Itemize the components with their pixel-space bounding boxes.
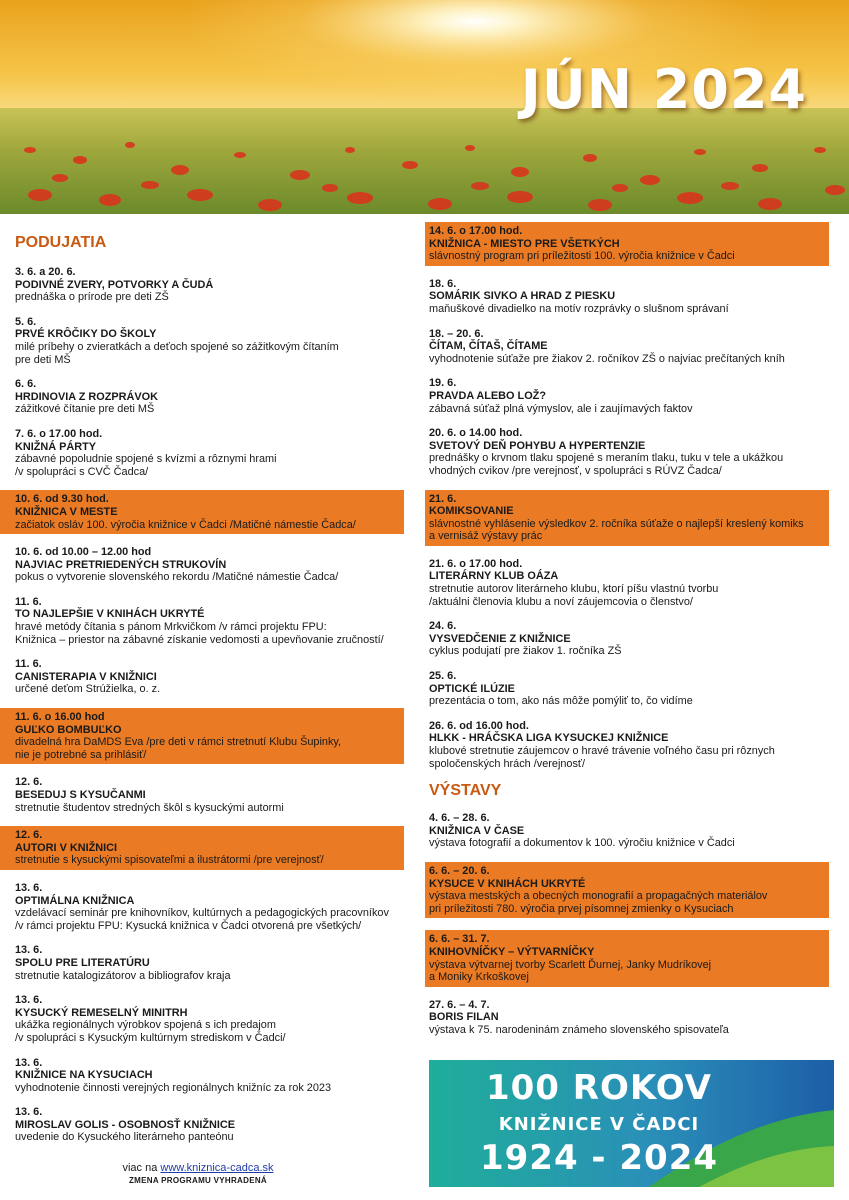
event-item [0, 708, 404, 764]
event-title: BORIS FILAN [429, 1011, 499, 1024]
event-date: 3. 6. a 20. 6. [15, 266, 76, 278]
event-date: 10. 6. od 10.00 – 12.00 hod [15, 546, 152, 559]
event-description: vzdelávací seminár pre knihovníkov, kultúrnych a pedagogických pracovníkov [15, 907, 389, 920]
event-title: SVETOVÝ DEŇ POHYBU A HYPERTENZIE [429, 439, 646, 452]
event-description: spoločenských hrách /verejnosť/ [429, 757, 586, 770]
event-item [429, 620, 833, 658]
event-title: ČÍTAM, ČÍTAŠ, ČÍTAME [429, 340, 548, 353]
event-title: HLKK - HRÁČSKA LIGA KYSUCKEJ KNIŽNICE [429, 732, 669, 745]
event-title: TO NAJLEPŠIE V KNIHÁCH UKRYTÉ [15, 608, 205, 621]
event-date: 13. 6. [15, 944, 43, 957]
section-title-exhibitions: VÝSTAVY [429, 782, 502, 800]
event-description: pre deti MŠ [15, 353, 71, 366]
event-description: ukážka regionálnych výrobkov spojená s ich predajom [15, 1019, 276, 1032]
event-item [429, 558, 833, 608]
event-item [15, 1106, 419, 1144]
event-description: hravé metódy čítania s pánom Mrkvičkom /v rámci projektu FPU: [15, 621, 327, 634]
header-banner [0, 0, 849, 214]
event-description: a vernisáž výstavy prác [429, 530, 543, 543]
event-list-left [15, 266, 419, 1144]
event-title: KOMIKSOVANIE [429, 505, 514, 518]
event-item [429, 999, 833, 1037]
event-description: prednášky o krvnom tlaku spojené s meraním tlaku, tuku v tele a ukážkou [429, 452, 784, 465]
section-title-events: PODUJATIA [15, 234, 107, 251]
event-description: pokus o vytvorenie slovenského rekordu /Matičné námestie Čadca/ [15, 571, 339, 584]
event-date: 11. 6. o 16.00 hod [15, 711, 105, 724]
event-item [425, 222, 829, 266]
event-date: 13. 6. [15, 1056, 43, 1069]
event-item [0, 490, 404, 534]
event-description: cyklus podujatí pre žiakov 1. ročníka ZŠ [429, 645, 622, 658]
event-title: GUĽKO BOMBUĽKO [15, 723, 122, 736]
event-item [0, 826, 404, 870]
event-description: stretnutie študentov stredných škôl s kysuckými autormi [15, 801, 284, 814]
program-change-note: ZMENA PROGRAMU VYHRADENÁ [128, 1176, 268, 1185]
footer [108, 1162, 288, 1185]
event-description: výstava k 75. narodeninám známeho slovenského spisovateľa [429, 1023, 729, 1036]
event-title: PRAVDA ALEBO LOŽ? [429, 389, 546, 402]
event-description: prezentácia o tom, ako nás môže pomýliť to, čo vidíme [429, 695, 693, 708]
event-date: 11. 6. [15, 595, 42, 608]
event-date: 25. 6. [429, 670, 457, 683]
website-link[interactable]: www.kniznica-cadca.sk [160, 1162, 274, 1174]
event-description: milé príbehy o zvieratkách a deťoch spojené so zážitkovým čítaním [15, 340, 339, 353]
event-description: maňuškové divadielko na motív rozprávky o slušnom správaní [429, 302, 729, 315]
events-column-right [429, 222, 833, 1049]
event-date: 20. 6. o 14.00 hod. [429, 427, 523, 440]
event-item [15, 378, 419, 416]
event-date: 27. 6. – 4. 7. [429, 998, 490, 1011]
event-description: výstava výtvarnej tvorby Scarlett Ďurnej, Janky Mudríkovej [429, 958, 712, 971]
event-description: slávnostné vyhlásenie výsledkov 2. ročníka súťaže o najlepší kreslený komiks [429, 517, 804, 530]
event-title: KYSUCKÝ REMESELNÝ MINITRH [15, 1006, 188, 1019]
event-description: klubové stretnutie záujemcov o hravé trávenie voľného času pri rôznych [429, 745, 775, 757]
event-date: 13. 6. [15, 1106, 43, 1119]
event-title: LITERÁRNY KLUB OÁZA [429, 570, 559, 583]
event-title: CANISTERAPIA V KNIŽNICI [15, 670, 157, 683]
event-title: KNIŽNÁ PÁRTY [15, 440, 97, 453]
event-description: nie je potrebné sa prihlásiť/ [15, 748, 147, 761]
event-item [429, 427, 833, 477]
event-item [425, 862, 829, 918]
event-item [429, 720, 833, 770]
event-description: vyhodnotenie činnosti verejných regionálnych knižníc za rok 2023 [15, 1081, 332, 1094]
event-date: 18. – 20. 6. [429, 327, 484, 340]
event-description: /aktuálni členovia klubu a noví záujemcovia o členstvo/ [429, 595, 693, 608]
event-description: vhodných cvikov /pre verejnosť, v spolupráci s RÚVZ Čadca/ [429, 464, 722, 477]
jubilee-banner [429, 1060, 834, 1187]
event-title: HRDINOVIA Z ROZPRÁVOK [15, 390, 158, 403]
event-description: /v rámci projektu FPU: Kysucká knižnica v Čadci otvorená pre všetkých/ [15, 919, 362, 932]
event-description: zábavná súťaž plná výmyslov, ale i zaujímavých faktov [429, 402, 693, 415]
event-date: 13. 6. [15, 994, 43, 1007]
event-item [429, 377, 833, 415]
event-item [15, 316, 419, 366]
event-description: zábavné popoludnie spojené s kvízmi a rôznymi hrami [15, 453, 277, 466]
event-description: /v spolupráci s CVČ Čadca/ [15, 465, 149, 478]
event-description: pri príležitosti 780. výročia prvej písomnej zmienky o Kysuciach [429, 902, 734, 915]
event-date: 4. 6. – 28. 6. [429, 812, 490, 825]
event-title: KNIŽNICA - MIESTO PRE VŠETKÝCH [429, 237, 620, 250]
event-title: SPOLU PRE LITERATÚRU [15, 956, 150, 969]
event-title: OPTICKÉ ILÚZIE [429, 682, 515, 695]
event-description: prednáška o prírode pre deti ZŠ [15, 291, 169, 304]
event-title: PRVÉ KRÔČIKY DO ŠKOLY [15, 328, 157, 341]
event-description: a Moniky Krkoškovej [429, 971, 529, 984]
event-item [15, 994, 419, 1044]
event-description: Knižnica – priestor na zábavné získanie vedomosti a upevňovanie zručností/ [15, 633, 384, 646]
jubilee-line-2: KNIŽNICE V ČADCI [498, 1114, 700, 1135]
event-description: určené deťom Strúžielka, o. z. [15, 683, 161, 696]
event-date: 10. 6. od 9.30 hod. [15, 493, 109, 506]
event-date: 6. 6. – 20. 6. [429, 864, 490, 877]
event-item [425, 930, 829, 986]
event-item [15, 1057, 419, 1095]
event-date: 12. 6. [15, 776, 43, 789]
event-description: stretnutie autorov literárneho klubu, ktorí píšu vlastnú tvorbu [429, 583, 719, 596]
event-description: divadelná hra DaMDS Eva /pre deti v rámci stretnutí Klubu Šupinky, [15, 736, 342, 749]
event-date: 26. 6. od 16.00 hod. [429, 719, 529, 732]
event-date: 21. 6. [429, 492, 457, 505]
event-description: slávnostný program pri príležitosti 100. výročia knižnice v Čadci [429, 250, 735, 263]
event-item [15, 596, 419, 646]
event-date: 13. 6. [15, 881, 43, 894]
event-date: 6. 6. [15, 378, 37, 391]
jubilee-line-3: 1924 - 2024 [479, 1138, 719, 1178]
event-item [429, 328, 833, 366]
month-title: JÚN 2024 [520, 58, 807, 121]
event-item [15, 428, 419, 478]
events-column-left [15, 222, 419, 1156]
event-item [15, 882, 419, 932]
event-date: 19. 6. [429, 377, 457, 390]
event-description: zážitkové čítanie pre deti MŠ [15, 403, 155, 416]
event-title: KNIŽNICE NA KYSUCIACH [15, 1069, 153, 1082]
event-title: PODIVNÉ ZVERY, POTVORKY A ČUDÁ [15, 278, 214, 291]
event-date: 21. 6. o 17.00 hod. [429, 557, 523, 570]
event-item [15, 266, 419, 304]
event-date: 6. 6. – 31. 7. [429, 933, 490, 946]
event-description: výstava mestských a obecných monografií a propagačných materiálov [429, 890, 768, 903]
footer-prefix: viac na [122, 1162, 161, 1174]
event-description: /v spolupráci s Kysuckým kultúrnym strediskom v Čadci/ [15, 1031, 286, 1044]
event-item [15, 944, 419, 982]
jubilee-line-1: 100 ROKOV [485, 1068, 712, 1108]
event-description: výstava fotografií a dokumentov k 100. výročiu knižnice v Čadci [429, 837, 735, 850]
event-title: VYSVEDČENIE Z KNIŽNICE [429, 632, 571, 645]
event-description: stretnutie katalogizátorov a bibliografov kraja [15, 969, 231, 982]
event-item [425, 490, 829, 546]
event-title: KNIHOVNÍČKY – VÝTVARNÍČKY [429, 945, 595, 958]
event-date: 24. 6. [429, 620, 457, 633]
event-title: KNIŽNICA V ČASE [429, 824, 525, 837]
event-date: 12. 6. [15, 829, 43, 842]
event-title: MIROSLAV GOLIS - OSOBNOSŤ KNIŽNICE [15, 1118, 236, 1131]
event-item [429, 812, 833, 850]
event-date: 18. 6. [429, 277, 457, 290]
event-item [15, 546, 419, 584]
event-item [429, 670, 833, 708]
event-date: 14. 6. o 17.00 hod. [429, 225, 523, 237]
event-item [429, 278, 833, 316]
event-title: AUTORI V KNIŽNICI [15, 841, 118, 854]
event-date: 11. 6. [15, 658, 42, 671]
event-date: 7. 6. o 17.00 hod. [15, 427, 103, 440]
event-description: stretnutie s kysuckými spisovateľmi a ilustrátormi /pre verejnosť/ [15, 854, 324, 867]
event-title: KNIŽNICA V MESTE [15, 505, 118, 518]
exhibition-list [429, 812, 833, 1036]
event-description: uvedenie do Kysuckého literárneho panteónu [15, 1131, 234, 1144]
event-description: vyhodnotenie súťaže pre žiakov 2. ročníkov ZŠ o najviac prečítaných kníh [429, 352, 785, 365]
event-item [15, 658, 419, 696]
event-description: začiatok osláv 100. výročia knižnice v Čadci /Matičné námestie Čadca/ [15, 518, 356, 531]
event-title: BESEDUJ S KYSUČANMI [15, 789, 146, 801]
event-date: 5. 6. [15, 315, 37, 328]
event-title: KYSUCE V KNIHÁCH UKRYTÉ [429, 877, 586, 890]
event-item [15, 776, 419, 814]
event-title: SOMÁRIK SIVKO A HRAD Z PIESKU [429, 290, 616, 303]
event-title: OPTIMÁLNA KNIŽNICA [15, 894, 135, 907]
event-list-right [429, 222, 833, 770]
event-title: NAJVIAC PRETRIEDENÝCH STRUKOVÍN [15, 558, 227, 571]
